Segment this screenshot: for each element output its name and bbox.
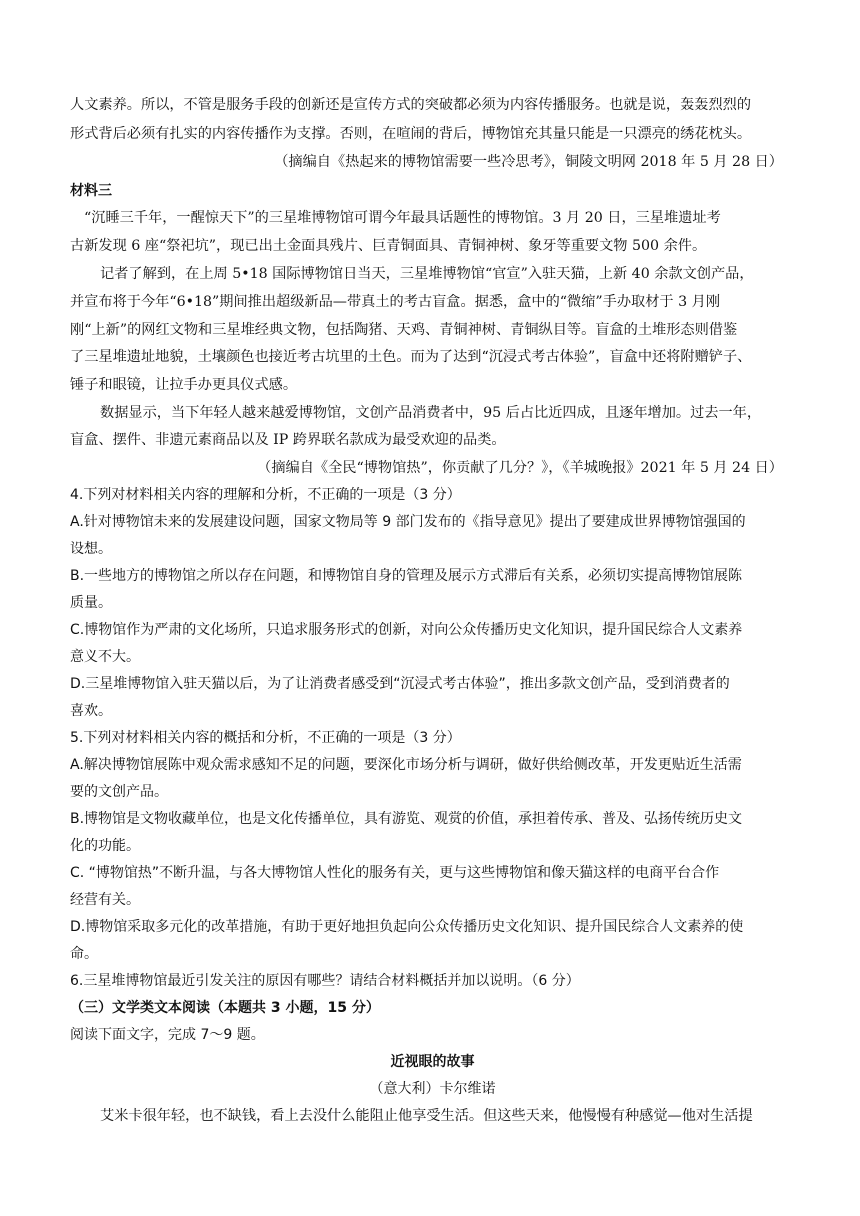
paragraph-line: 了三星堆遗址地貌，土壤颜色也接近考古坑里的土色。而为了达到“沉浸式考古体验”，盲盒中还将附赠铲子、	[70, 349, 752, 365]
question-5: 5.下列对材料相关内容的概括和分析，不正确的一项是（3 分）	[70, 730, 461, 746]
paragraph-line: 锤子和眼镜，让拉手办更具仪式感。	[70, 377, 298, 393]
story-title: 近视眼的故事	[390, 1054, 475, 1070]
source-citation: （摘编自《全民“博物馆热”，你贡献了几分？》，《羊城晚报》2021 年 5 月 24 日）	[257, 460, 783, 476]
q5-option-d-cont: 命。	[70, 946, 98, 962]
q5-option-a-cont: 要的文创产品。	[70, 784, 168, 800]
q4-option-a-cont: 设想。	[70, 541, 112, 557]
question-6: 6.三星堆博物馆最近引发关注的原因有哪些？请结合材料概括并加以说明。（6 分）	[70, 973, 580, 989]
q5-option-a: A.解决博物馆展陈中观众需求感知不足的问题，要深化市场分析与调研，做好供给侧改革，开发更贴近生活需	[70, 757, 742, 773]
instruction: 阅读下面文字，完成 7～9 题。	[70, 1027, 265, 1043]
q4-option-a: A.针对博物馆未来的发展建设问题，国家文物局等 9 部门发布的《指导意见》提出了要建成世界博物馆强国的	[70, 514, 746, 530]
paragraph-line: 数据显示，当下年轻人越来越爱博物馆，文创产品消费者中，95 后占比近四成，且逐年增加。过去一年，	[100, 405, 762, 421]
story-author: （意大利）卡尔维诺	[369, 1081, 496, 1097]
q4-option-b: B.一些地方的博物馆之所以存在问题，和博物馆自身的管理及展示方式滞后有关系，必须切实提高博物馆展陈	[70, 568, 743, 584]
paragraph-line: 人文素养。所以，不管是服务手段的创新还是宣传方式的突破都必须为内容传播服务。也就是说，轰轰烈烈的	[70, 97, 752, 113]
paragraph-line: 刚“上新”的网红文物和三星堆经典文物，包括陶猪、天鸡、青铜神树、青铜纵目等。盲盒的土堆形态则借鉴	[70, 322, 738, 338]
q5-option-b-cont: 化的功能。	[70, 838, 140, 854]
source-citation: （摘编自《热起来的博物馆需要一些冷思考》，铜陵文明网 2018 年 5 月 28 日）	[274, 154, 783, 170]
q4-option-d-cont: 喜欢。	[70, 703, 112, 719]
q5-option-c: C. “博物馆热”不断升温，与各大博物馆人性化的服务有关，更与这些博物馆和像天猫这样的电商平台合作	[70, 865, 720, 881]
paragraph-line: “沉睡三千年，一醒惊天下”的三星堆博物馆可谓今年最具话题性的博物馆。3 月 20 日，三星堆遗址考	[84, 210, 721, 226]
paragraph-line: 艾米卡很年轻，也不缺钱，看上去没什么能阻止他享受生活。但这些天来，他慢慢有种感觉—他对生活提	[100, 1108, 753, 1124]
paragraph-line: 记者了解到，在上周 5•18 国际博物馆日当天，三星堆博物馆“官宣”入驻天猫，上新 40 余款文创产品，	[100, 266, 754, 282]
paragraph-line: 形式背后必须有扎实的内容传播作为支撑。否则，在喧闹的背后，博物馆充其量只能是一只漂亮的绣花枕头。	[70, 126, 752, 142]
q5-option-c-cont: 经营有关。	[70, 892, 140, 908]
q5-option-d: D.博物馆采取多元化的改革措施，有助于更好地担负起向公众传播历史文化知识、提升国民综合人文素养的使	[70, 919, 744, 935]
paragraph-line: 古新发现 6 座“祭祀坑”，现已出土金面具残片、巨青铜面具、青铜神树、象牙等重要文物 500 余件。	[70, 238, 707, 254]
paragraph-line: 盲盒、摆件、非遗元素商品以及 IP 跨界联名款成为最受欢迎的品类。	[70, 432, 506, 448]
q4-option-b-cont: 质量。	[70, 595, 112, 611]
q5-option-b: B.博物馆是文物收藏单位，也是文化传播单位，具有游览、观赏的价值，承担着传承、普及、弘扬传统历史文	[70, 811, 743, 827]
q4-option-d: D.三星堆博物馆入驻天猫以后，为了让消费者感受到“沉浸式考古体验”，推出多款文创产品，受到消费者的	[70, 676, 730, 692]
paragraph-line: 并宣布将于今年“6•18”期间推出超级新品—带真土的考古盲盒。据悉，盒中的“微缩”手办取材于 3 月刚	[70, 294, 721, 310]
q4-option-c-cont: 意义不大。	[70, 649, 140, 665]
q4-option-c: C.博物馆作为严肃的文化场所，只追求服务形式的创新，对向公众传播历史文化知识，提升国民综合人文素养	[70, 622, 743, 638]
question-4: 4.下列对材料相关内容的理解和分析，不正确的一项是（3 分）	[70, 487, 461, 503]
section-heading: （三）文学类文本阅读（本题共 3 小题，15 分）	[70, 1000, 380, 1016]
section-heading: 材料三	[70, 183, 112, 199]
